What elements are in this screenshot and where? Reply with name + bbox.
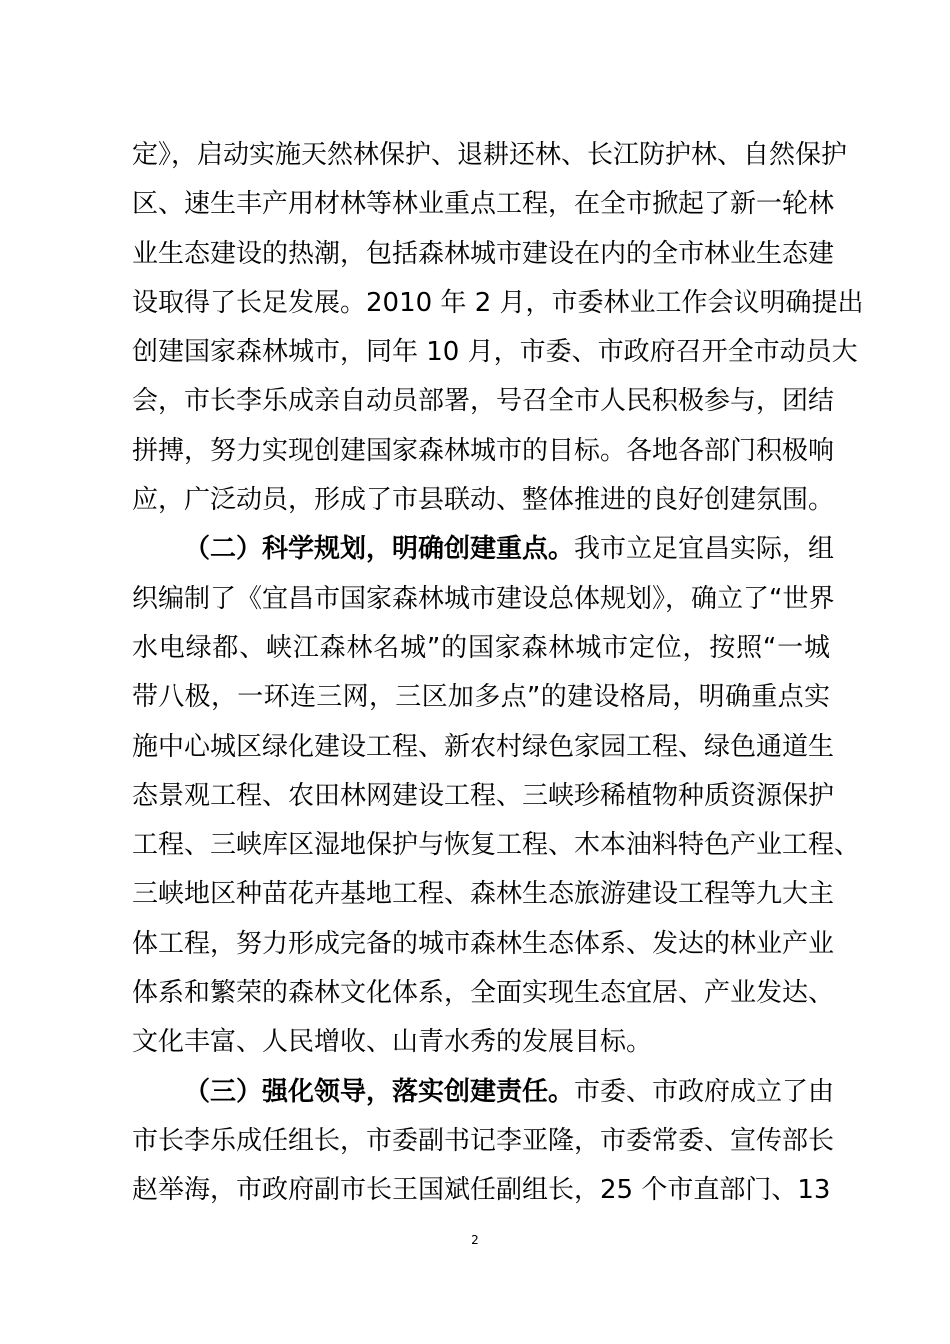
paragraph-3-heading: （三）强化领导，落实创建责任。 [184, 1076, 575, 1107]
paragraph-2-line-5: 施中心城区绿化建设工程、新农村绿色家园工程、绿色通道生 [132, 731, 835, 762]
paragraph-3-first-line [132, 1068, 835, 1117]
page-number: 2 [471, 1233, 479, 1247]
paragraph-2-line-8: 三峡地区种苗花卉基地工程、森林生态旅游建设工程等九大主 [132, 879, 835, 910]
paragraph-1-line-5: 创建国家森林城市，同年 10 月，市委、市政府召开全市动员大 [132, 337, 858, 368]
body-text [132, 131, 864, 1216]
paragraph-2-line-7: 工程、三峡库区湿地保护与恢复工程、木本油料特色产业工程、 [132, 830, 861, 861]
paragraph-3-first-line-rest: 市委、市政府成立了由 [574, 1076, 835, 1107]
paragraph-2-line-3: 水电绿都、峡江森林名城”的国家森林城市定位，按照“一城 [132, 632, 830, 663]
paragraph-1-line-3: 业生态建设的热潮，包括森林城市建设在内的全市林业生态建 [132, 238, 835, 269]
paragraph-1-line-8: 应，广泛动员，形成了市县联动、整体推进的良好创建氛围。 [132, 485, 835, 516]
paragraph-3-line-2: 市长李乐成任组长，市委副书记李亚隆，市委常委、宣传部长 [132, 1125, 835, 1156]
paragraph-2-line-10: 体系和繁荣的森林文化体系，全面实现生态宜居、产业发达、 [132, 978, 835, 1009]
paragraph-2-line-11: 文化丰富、人民增收、山青水秀的发展目标。 [132, 1027, 653, 1058]
paragraph-1-line-2: 区、速生丰产用材林等林业重点工程，在全市掀起了新一轮林 [132, 189, 835, 220]
paragraph-1-line-4: 设取得了长足发展。2010 年 2 月，市委林业工作会议明确提出 [132, 287, 864, 318]
paragraph-2-line-9: 体工程，努力形成完备的城市森林生态体系、发达的林业产业 [132, 928, 835, 959]
paragraph-2-line-4: 带八极，一环连三网，三区加多点”的建设格局，明确重点实 [132, 682, 830, 713]
paragraph-3-line-3: 赵举海，市政府副市长王国斌任副组长，25 个市直部门、13 [132, 1175, 831, 1206]
paragraph-2-line-2: 织编制了《宜昌市国家森林城市建设总体规划》，确立了“世界 [132, 583, 835, 614]
paragraph-2-line-6: 态景观工程、农田林网建设工程、三峡珍稀植物种质资源保护 [132, 780, 835, 811]
paragraph-2-first-line [132, 525, 835, 574]
paragraph-1-line-6: 会，市长李乐成亲自动员部署，号召全市人民积极参与，团结 [132, 386, 835, 417]
paragraph-2-heading: （二）科学规划，明确创建重点。 [184, 534, 575, 565]
paragraph-2-first-line-rest: 我市立足宜昌实际，组 [574, 534, 835, 565]
paragraph-1-line-7: 拼搏，努力实现创建国家森林城市的目标。各地各部门积极响 [132, 435, 835, 466]
paragraph-1-line-1: 定》，启动实施天然林保护、退耕还林、长江防护林、自然保护 [132, 140, 848, 170]
